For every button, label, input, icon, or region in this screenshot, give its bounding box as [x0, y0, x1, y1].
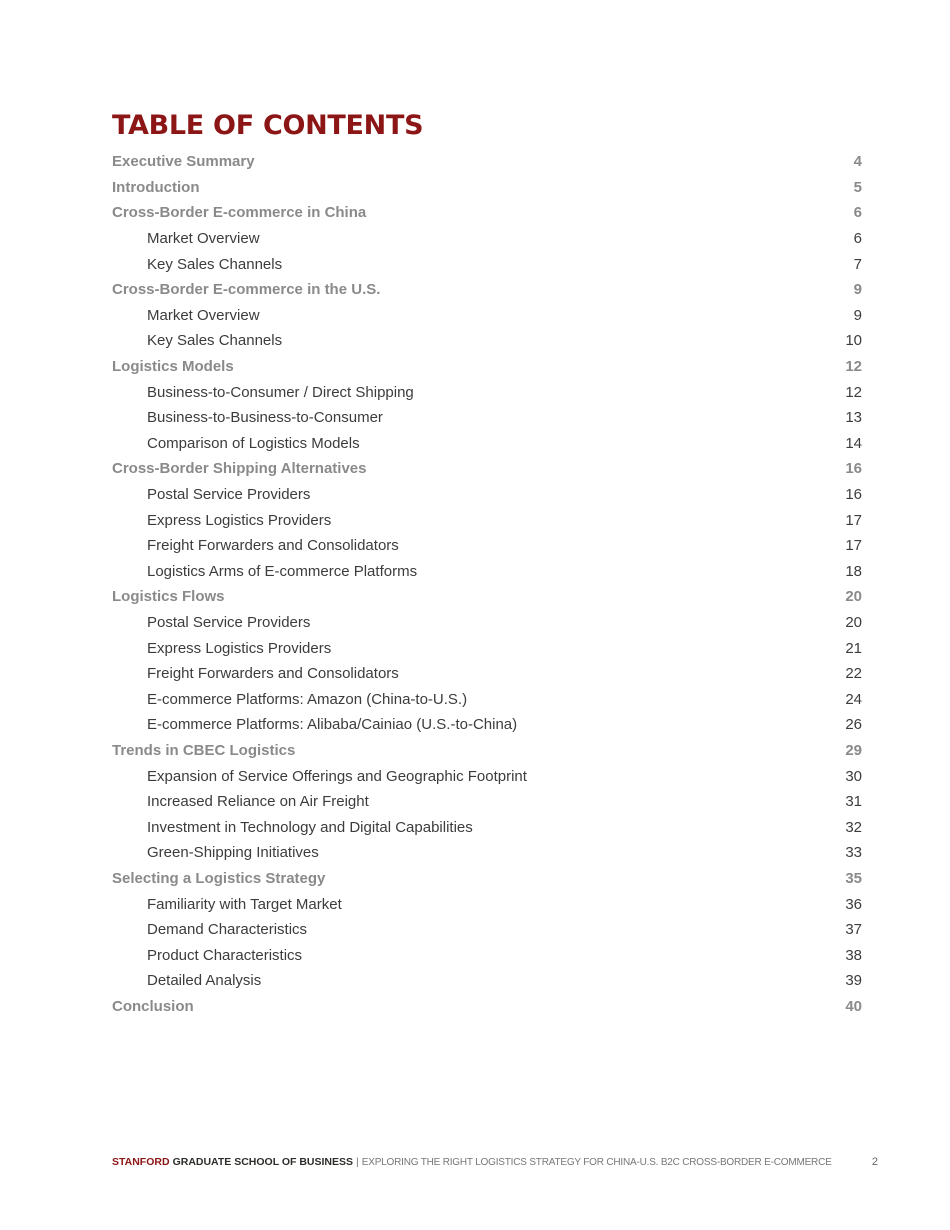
toc-subsection[interactable] — [112, 379, 862, 405]
toc-entry-label: Express Logistics Providers — [147, 639, 332, 657]
toc-entry-label: Familiarity with Target Market — [147, 895, 342, 913]
toc-entry-page: 12 — [845, 358, 862, 376]
toc-entry-label: Logistics Models — [112, 358, 234, 376]
toc-section[interactable] — [112, 994, 862, 1020]
toc-entry-label: Business-to-Consumer / Direct Shipping — [147, 383, 414, 401]
toc-entry-label: Cross-Border E-commerce in the U.S. — [112, 281, 381, 299]
toc-subsection[interactable] — [112, 763, 862, 789]
page-footer — [112, 1154, 878, 1170]
toc-entry-label: Postal Service Providers — [147, 613, 311, 631]
toc-subsection[interactable] — [112, 226, 862, 252]
toc-entry-label: Green-Shipping Initiatives — [147, 844, 319, 862]
toc-entry-page: 31 — [845, 793, 862, 811]
toc-subsection[interactable] — [112, 635, 862, 661]
toc-entry-page: 35 — [845, 869, 862, 887]
page-number: 2 — [871, 1156, 878, 1168]
toc-entry-page: 14 — [845, 434, 862, 452]
toc-subsection[interactable] — [112, 431, 862, 457]
toc-entry-label: Key Sales Channels — [147, 332, 283, 350]
toc-entry-page: 36 — [845, 895, 862, 913]
toc-entry-page: 17 — [845, 511, 862, 529]
toc-subsection[interactable] — [112, 814, 862, 840]
toc-entry-page: 32 — [845, 818, 862, 836]
toc-entry-label: Freight Forwarders and Consolidators — [147, 537, 399, 555]
toc-subsection[interactable] — [112, 917, 862, 943]
toc-section[interactable] — [112, 354, 862, 380]
toc-section[interactable] — [112, 866, 862, 892]
toc-subsection[interactable] — [112, 968, 862, 994]
toc-subsection[interactable] — [112, 942, 862, 968]
toc-section[interactable] — [112, 200, 862, 226]
toc-entry-page: 20 — [845, 613, 862, 631]
toc-entry-page: 37 — [845, 921, 862, 939]
toc-entry-page: 9 — [853, 306, 862, 324]
table-of-contents — [112, 149, 862, 1019]
toc-subsection[interactable] — [112, 507, 862, 533]
toc-subsection[interactable] — [112, 891, 862, 917]
toc-subsection[interactable] — [112, 328, 862, 354]
toc-entry-label: Selecting a Logistics Strategy — [112, 869, 326, 887]
toc-entry-label: Executive Summary — [112, 153, 255, 171]
toc-entry-page: 40 — [845, 997, 862, 1015]
toc-entry-page: 26 — [845, 716, 862, 734]
toc-entry-page: 16 — [845, 460, 862, 478]
toc-subsection[interactable] — [112, 482, 862, 508]
footer-school: GRADUATE SCHOOL OF BUSINESS — [172, 1156, 354, 1168]
toc-section[interactable] — [112, 175, 862, 201]
toc-subsection[interactable] — [112, 686, 862, 712]
toc-entry-label: Logistics Arms of E-commerce Platforms — [147, 562, 418, 580]
toc-entry-label: Logistics Flows — [112, 588, 225, 606]
toc-subsection[interactable] — [112, 559, 862, 585]
toc-entry-label: Expansion of Service Offerings and Geographic Footprint — [147, 767, 527, 785]
toc-entry-label: Increased Reliance on Air Freight — [147, 793, 369, 811]
toc-entry-page: 33 — [845, 844, 862, 862]
toc-subsection[interactable] — [112, 661, 862, 687]
toc-entry-label: Cross-Border Shipping Alternatives — [112, 460, 367, 478]
toc-subsection[interactable] — [112, 610, 862, 636]
toc-entry-page: 12 — [845, 383, 862, 401]
footer-subtitle: EXPLORING THE RIGHT LOGISTICS STRATEGY FOR CHINA-U.S. B2C CROSS-BORDER E-COMMERCE — [361, 1156, 832, 1168]
toc-subsection[interactable] — [112, 251, 862, 277]
toc-entry-label: Market Overview — [147, 306, 260, 324]
toc-entry-label: E-commerce Platforms: Amazon (China-to-U.S.) — [147, 690, 468, 708]
toc-entry-page: 4 — [853, 153, 862, 171]
toc-entry-page: 6 — [853, 204, 862, 222]
toc-entry-label: Express Logistics Providers — [147, 511, 332, 529]
toc-entry-page: 5 — [853, 178, 862, 196]
toc-entry-label: Business-to-Business-to-Consumer — [147, 409, 383, 427]
toc-section[interactable] — [112, 149, 862, 175]
toc-entry-label: Cross-Border E-commerce in China — [112, 204, 367, 222]
toc-entry-page: 16 — [845, 486, 862, 504]
toc-entry-label: Product Characteristics — [147, 946, 303, 964]
toc-entry-page: 24 — [845, 690, 862, 708]
toc-entry-page: 20 — [845, 588, 862, 606]
toc-subsection[interactable] — [112, 303, 862, 329]
toc-entry-label: Detailed Analysis — [147, 972, 262, 990]
toc-entry-page: 30 — [845, 767, 862, 785]
toc-subsection[interactable] — [112, 840, 862, 866]
footer-separator: | — [356, 1156, 359, 1168]
toc-section[interactable] — [112, 277, 862, 303]
toc-entry-page: 22 — [845, 665, 862, 683]
toc-entry-label: Postal Service Providers — [147, 486, 311, 504]
toc-entry-label: Investment in Technology and Digital Capabilities — [147, 818, 473, 836]
page-title: TABLE OF CONTENTS — [112, 110, 424, 141]
toc-entry-page: 29 — [845, 741, 862, 759]
toc-section[interactable] — [112, 584, 862, 610]
toc-entry-label: Comparison of Logistics Models — [147, 434, 360, 452]
toc-entry-page: 39 — [845, 972, 862, 990]
toc-entry-page: 13 — [845, 409, 862, 427]
toc-entry-label: Trends in CBEC Logistics — [112, 741, 296, 759]
toc-subsection[interactable] — [112, 405, 862, 431]
toc-entry-label: Market Overview — [147, 230, 260, 248]
toc-subsection[interactable] — [112, 789, 862, 815]
toc-entry-label: Introduction — [112, 178, 200, 196]
toc-entry-label: E-commerce Platforms: Alibaba/Cainiao (U.S.-to-China) — [147, 716, 518, 734]
toc-subsection[interactable] — [112, 533, 862, 559]
toc-entry-page: 9 — [853, 281, 862, 299]
footer-brand: STANFORD — [112, 1156, 170, 1168]
toc-entry-page: 38 — [845, 946, 862, 964]
toc-entry-page: 10 — [845, 332, 862, 350]
toc-entry-page: 17 — [845, 537, 862, 555]
toc-entry-label: Demand Characteristics — [147, 921, 308, 939]
toc-entry-page: 18 — [845, 562, 862, 580]
toc-section[interactable] — [112, 738, 862, 764]
toc-entry-page: 7 — [853, 255, 862, 273]
toc-entry-label: Conclusion — [112, 997, 194, 1015]
toc-entry-page: 6 — [853, 230, 862, 248]
toc-entry-label: Freight Forwarders and Consolidators — [147, 665, 399, 683]
toc-entry-label: Key Sales Channels — [147, 255, 283, 273]
toc-section[interactable] — [112, 456, 862, 482]
toc-subsection[interactable] — [112, 712, 862, 738]
toc-entry-page: 21 — [845, 639, 862, 657]
